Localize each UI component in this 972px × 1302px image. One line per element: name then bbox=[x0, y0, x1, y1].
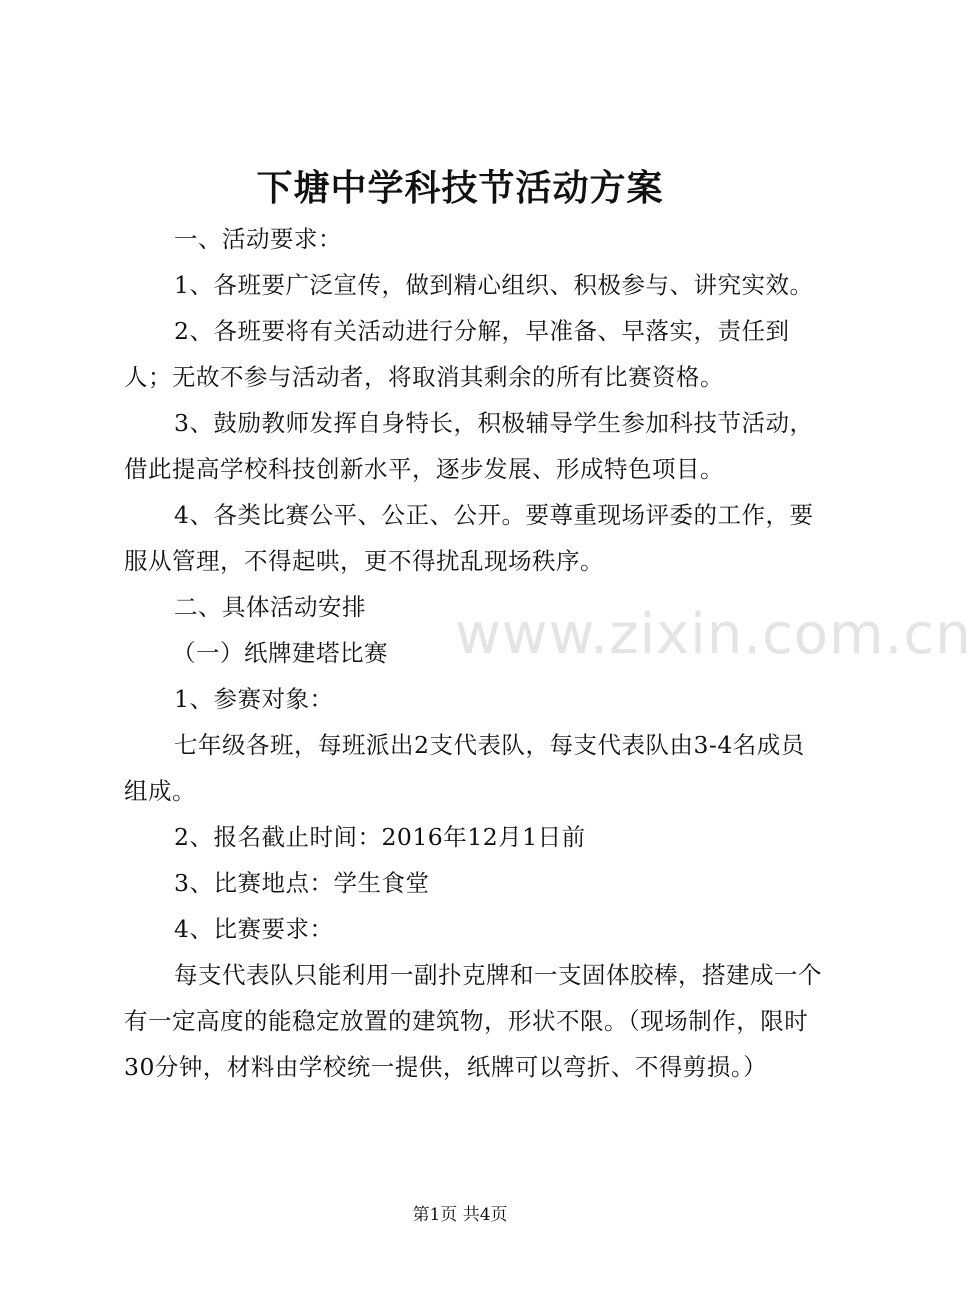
page-number-footer: 第1页 共4页 bbox=[412, 1205, 508, 1225]
paragraph-requirement-4: 4、各类比赛公平、公正、公开。要尊重现场评委的工作，要服从管理，不得起哄，更不得扰乱现场秩序。 bbox=[124, 501, 814, 575]
paragraph-requirement-2: 2、各班要将有关活动进行分解，早准备、早落实，责任到人；无故不参与活动者，将取消其剩余的所有比赛资格。 bbox=[124, 317, 790, 391]
item-deadline: 2、报名截止时间：2016年12月1日前 bbox=[174, 823, 586, 851]
item-location: 3、比赛地点：学生食堂 bbox=[174, 869, 430, 897]
watermark-text: www.zixin.com.cn bbox=[455, 602, 972, 667]
subsection-heading-card-tower: （一）纸牌建塔比赛 bbox=[172, 639, 388, 667]
document-title: 下塘中学科技节活动方案 bbox=[256, 167, 664, 209]
paragraph-requirement-1: 1、各班要广泛宣传，做到精心组织、积极参与、讲究实效。 bbox=[174, 271, 814, 299]
paragraph-rules: 每支代表队只能利用一副扑克牌和一支固体胶棒，搭建成一个有一定高度的能稳定放置的建筑物，形状不限。（现场制作，限时30分钟，材料由学校统一提供，纸牌可以弯折、不得剪损。） bbox=[124, 961, 822, 1081]
section-heading-requirements: 一、活动要求： bbox=[174, 225, 342, 253]
section-heading-arrangements: 二、具体活动安排 bbox=[174, 593, 366, 621]
paragraph-participants: 七年级各班，每班派出2支代表队，每支代表队由3-4名成员组成。 bbox=[124, 731, 805, 805]
document-body bbox=[124, 216, 824, 1090]
paragraph-requirement-3: 3、鼓励教师发挥自身特长，积极辅导学生参加科技节活动，借此提高学校科技创新水平，逐步发展、形成特色项目。 bbox=[124, 409, 814, 483]
item-participants-label: 1、参赛对象： bbox=[174, 685, 334, 713]
item-rules-label: 4、比赛要求： bbox=[174, 915, 334, 943]
